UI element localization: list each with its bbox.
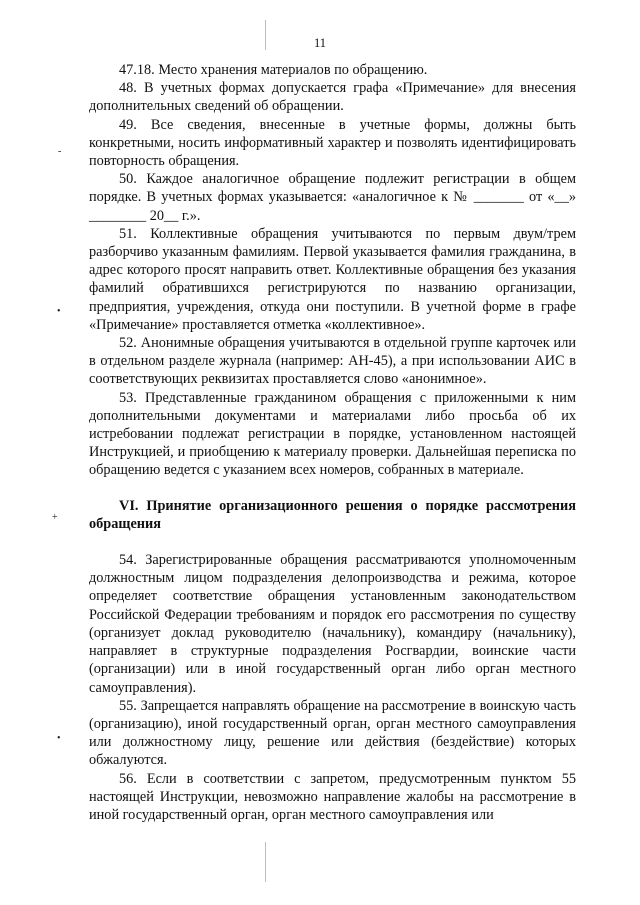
document-body [89,61,576,824]
paragraph-55: 55. Запрещается направлять обращение на рассмотрение в воинскую часть (организацию), иной государственный орган, орган местного самоуправления или должностному лицу, решение или действия (бездействие) которых обжалуются. [89,697,576,769]
margin-mark: • [57,733,61,744]
margin-mark: • [57,306,61,317]
fold-line [265,20,266,50]
paragraph-54: 54. Зарегистрированные обращения рассматриваются уполномоченным должностным лицом подразделения делопроизводства и режима, которое определяет соответствие обращения установленным законодательством Российской Федерации требованиям и порядок его рассмотрения по существу (организует доклад руководителю (начальнику), командиру (начальнику), направляет в структурные подразделения Росгвардии, воинские части (организации) или в иной государственный орган либо орган местного самоуправления). [89,552,576,696]
margin-mark: - [58,146,62,157]
margin-mark: + [52,512,58,523]
page-number: 11 [313,36,327,50]
paragraph-51: 51. Коллективные обращения учитываются по первым двум/трем разборчиво указанным фамилиям. Первой указывается фамилия гражданина, в адрес которого просят направить ответ. Коллективные обращения без указания фамилий обратившихся регистрируются по названию организации, предприятия, учреждения, откуда они поступили. В учетной форме в графе «Примечание» проставляется отметка «коллективное». [89,225,576,333]
paragraph-48: 48. В учетных формах допускается графа «Примечание» для внесения дополнительных сведений об обращении. [89,80,576,115]
paragraph-56: 56. Если в соответствии с запретом, предусмотренным пунктом 55 настоящей Инструкции, невозможно направление жалобы на рассмотрение в иной государственный орган, орган местного самоуправления или [89,770,576,823]
section-heading: VI. Принятие организационного решения о порядке рассмотрения обращения [89,497,576,532]
paragraph-50: 50. Каждое аналогичное обращение подлежит регистрации в общем порядке. В учетных формах указывается: «аналогичное к № _______ от «__» ________ 20__ г.». [89,171,576,224]
paragraph-52: 52. Анонимные обращения учитываются в отдельной группе карточек или в отдельном разделе журнала (например: АН-45), а при использовании АИС в соответствующих реквизитах проставляется слово «анонимное». [89,335,576,388]
paragraph-53: 53. Представленные гражданином обращения с приложенными к ним дополнительными документами и материалами либо просьба об их истребовании подлежат регистрации в порядке, установленном настоящей Инструкцией, и приобщению к материалу проверки. Дальнейшая переписка по обращению ведется с указанием всех номеров, собранных в материале. [89,389,576,479]
fold-line [265,842,266,882]
paragraph-49: 49. Все сведения, внесенные в учетные формы, должны быть конкретными, носить информативный характер и позволять идентифицировать повторность обращения. [89,116,576,170]
paragraph-47-18: 47.18. Место хранения материалов по обращению. [119,62,428,78]
